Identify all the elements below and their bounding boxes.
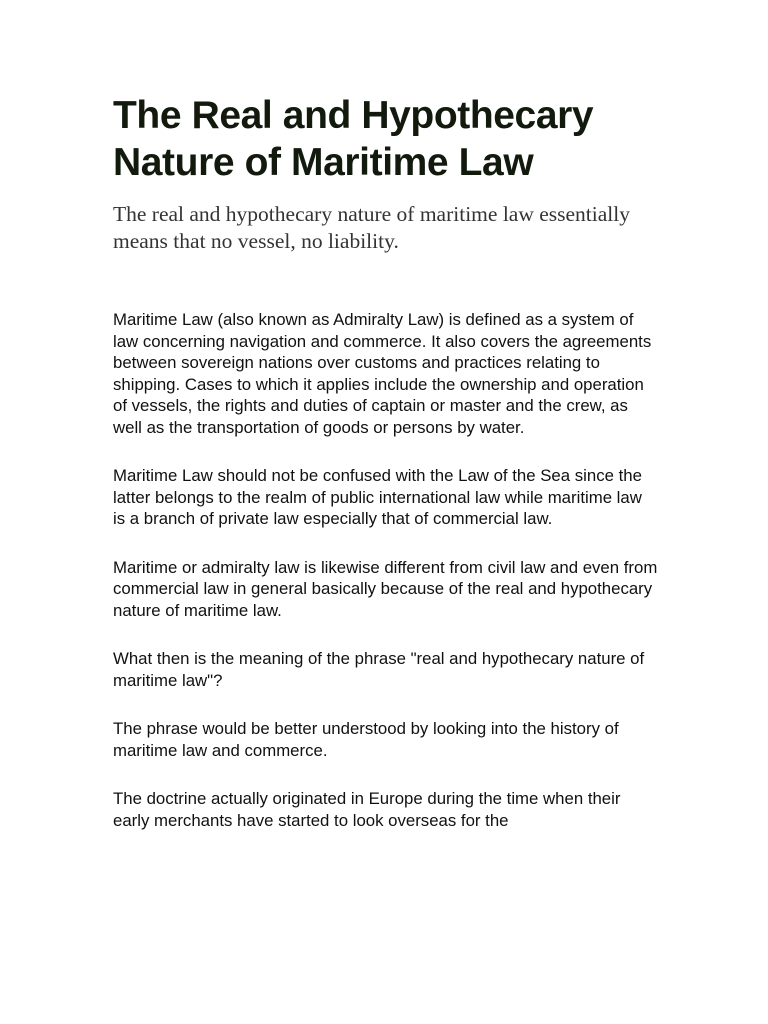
article-body bbox=[113, 309, 658, 831]
paragraph-history: The phrase would be better understood by looking into the history of maritime law and commerce. bbox=[113, 719, 619, 760]
page-subtitle: The real and hypothecary nature of maritime law essentially means that no vessel, no liability. bbox=[113, 202, 630, 253]
paragraph-civil-law: Maritime or admiralty law is likewise different from civil law and even from commercial law in general basically because of the real and hypothecary nature of maritime law. bbox=[113, 557, 658, 620]
paragraph-law-of-sea: Maritime Law should not be confused with the Law of the Sea since the latter belongs to the realm of public international law while maritime law is a branch of private law especially that of commercial law. bbox=[113, 466, 642, 528]
paragraph-definition: Maritime Law (also known as Admiralty Law) is defined as a system of law concerning navigation and commerce. It also covers the agreements between sovereign nations over customs and practices relating to shipping. Cases to which it applies include the ownership and operation of vessels, the rights and duties of captain or master and the crew, as well as the transportation of goods or persons by water. bbox=[113, 310, 652, 437]
article bbox=[113, 92, 658, 858]
paragraph-doctrine-origin: The doctrine actually originated in Europe during the time when their early merchants have started to look overseas for the bbox=[113, 789, 621, 830]
page-title: The Real and Hypothecary Nature of Maritime Law bbox=[113, 94, 594, 184]
paragraph-question: What then is the meaning of the phrase "real and hypothecary nature of maritime law"? bbox=[113, 649, 645, 690]
